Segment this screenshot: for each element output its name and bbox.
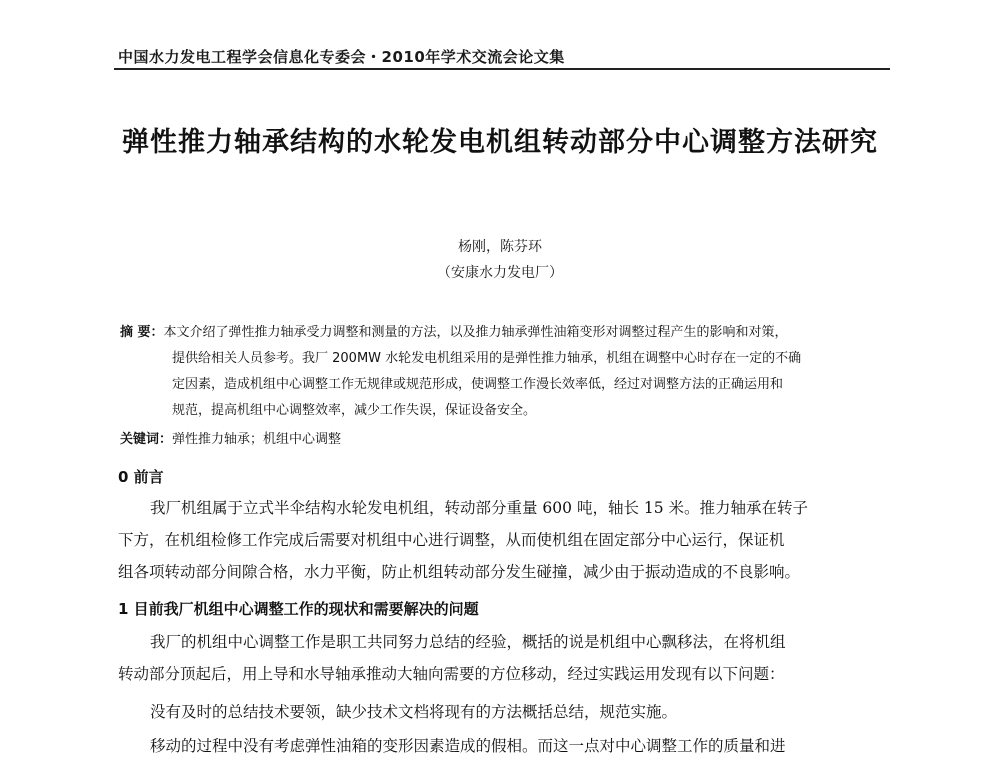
section-1-para-3 — [118, 730, 890, 762]
authors: 杨刚，陈芬环 — [458, 239, 542, 255]
body-line: 组各项转动部分间隙合格，水力平衡，防止机组转动部分发生碰撞，减少由于振动造成的不良影响。 — [118, 563, 801, 581]
abstract-label: 摘 要： — [120, 325, 164, 340]
abstract-text: 本文介绍了弹性推力轴承受力调整和测量的方法，以及推力轴承弹性油箱变形对调整过程产生的影响和对策， — [163, 325, 788, 340]
body-line: 转动部分顶起后，用上导和水导轴承推动大轴向需要的方位移动，经过实践运用发现有以下问题： — [118, 665, 785, 683]
paper-title: 弹性推力轴承结构的水轮发电机组转动部分中心调整方法研究 — [122, 127, 878, 158]
keywords — [120, 428, 341, 447]
body-line: 没有及时的总结技术要领，缺少技术文档将现有的方法概括总结，规范实施。 — [150, 703, 678, 721]
body-line: 我厂的机组中心调整工作是职工共同努力总结的经验，概括的说是机组中心飘移法，在将机组 — [150, 633, 786, 651]
abstract-line: 规范，提高机组中心调整效率，减少工作失误，保证设备安全。 — [172, 403, 537, 418]
running-header: 中国水力发电工程学会信息化专委会・2010年学术交流会论文集 — [118, 48, 565, 66]
section-heading-0: 0 前言 — [118, 468, 164, 486]
body-line: 我厂机组属于立式半伞结构水轮发电机组，转动部分重量 600 吨，轴长 15 米。推力轴承在转子 — [150, 499, 809, 517]
section-1-para-2 — [118, 696, 890, 728]
body-line: 下方，在机组检修工作完成后需要对机组中心进行调整，从而使机组在固定部分中心运行，保证机 — [118, 531, 785, 549]
affiliation: （安康水力发电厂） — [437, 265, 563, 281]
abstract — [120, 320, 890, 424]
keywords-text: 弹性推力轴承；机组中心调整 — [172, 432, 342, 447]
abstract-line: 定因素，造成机组中心调整工作无规律或规范形成，使调整工作漫长效率低，经过对调整方法的正确运用和 — [172, 377, 784, 392]
section-heading-1: 1 目前我厂机组中心调整工作的现状和需要解决的问题 — [118, 600, 479, 618]
section-0-body — [118, 492, 890, 588]
abstract-line — [120, 320, 890, 346]
abstract-line: 提供给相关人员参考。我厂 200MW 水轮发电机组采用的是弹性推力轴承，机组在调整中心时存在一定的不确 — [172, 351, 802, 366]
keywords-label: 关键词： — [120, 432, 173, 447]
header-rule — [114, 68, 890, 70]
body-line: 移动的过程中没有考虑弹性油箱的变形因素造成的假相。而这一点对中心调整工作的质量和进 — [150, 737, 786, 755]
section-1-body — [118, 626, 890, 690]
